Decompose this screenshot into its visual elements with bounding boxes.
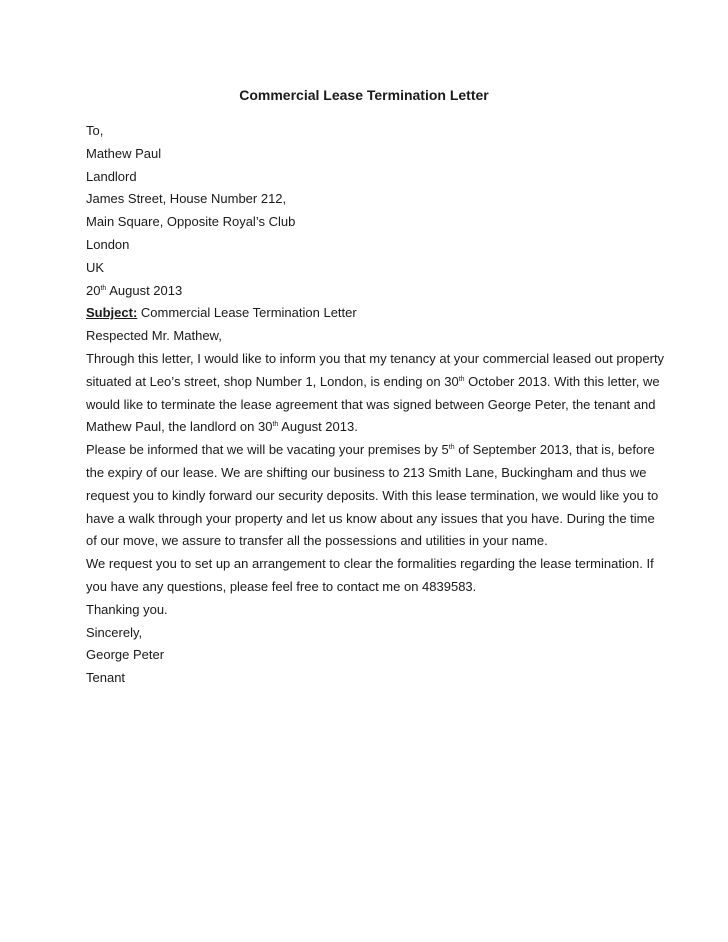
subject-line xyxy=(86,302,646,325)
address-to: To, xyxy=(86,123,104,138)
text-run: Please be informed that we will be vacating your premises by 5 xyxy=(86,442,449,458)
closing-thanks: Thanking you. xyxy=(86,601,168,617)
address-line-1: James Street, House Number 212, xyxy=(86,191,287,207)
date-rest: August 2013 xyxy=(106,282,183,298)
paragraph-line xyxy=(86,371,660,394)
ordinal-suffix: th xyxy=(458,375,465,383)
signer-name: George Peter xyxy=(86,647,165,663)
ordinal-suffix: th xyxy=(272,421,279,429)
paragraph-1 xyxy=(86,348,665,439)
text-run: August 2013. xyxy=(278,419,358,435)
paragraph-line: Through this letter, I would like to inform you that my tenancy at your commercial leased out property xyxy=(86,350,665,366)
paragraph-line xyxy=(86,416,646,439)
text-run: situated at Leo’s street, shop Number 1, London, is ending on 30 xyxy=(86,373,459,389)
closing-sincerely: Sincerely, xyxy=(86,624,143,640)
date-suffix: th xyxy=(100,284,107,292)
address-block xyxy=(86,120,646,280)
ordinal-suffix: th xyxy=(448,444,455,452)
signer-role: Tenant xyxy=(86,670,126,686)
recipient-name: Mathew Paul xyxy=(86,145,162,161)
paragraph-line: We request you to set up an arrangement to clear the formalities regarding the lease termination. If xyxy=(86,556,654,572)
paragraph-line: of our move, we assure to transfer all the possessions and utilities in your name. xyxy=(86,533,548,549)
address-city: London xyxy=(86,236,130,252)
text-run: October 2013. With this letter, we xyxy=(464,373,660,389)
paragraph-line: the expiry of our lease. We are shifting our business to 213 Smith Lane, Buckingham and thus we xyxy=(86,464,647,480)
subject-label: Subject: xyxy=(86,305,138,321)
paragraph-2 xyxy=(86,439,659,553)
paragraph-3 xyxy=(86,553,654,599)
address-country: UK xyxy=(86,259,105,275)
subject-text: Commercial Lease Termination Letter xyxy=(137,305,357,321)
text-run: Mathew Paul, the landlord on 30 xyxy=(86,419,273,435)
salutation: Respected Mr. Mathew, xyxy=(86,328,222,344)
text-run: of September 2013, that is, before xyxy=(454,442,655,458)
closing-block xyxy=(86,599,646,690)
paragraph-line: have a walk through your property and let us know about any issues that you have. During the time xyxy=(86,510,655,526)
letter-date xyxy=(86,280,646,303)
address-line-2: Main Square, Opposite Royal’s Club xyxy=(86,214,296,230)
letter-title: Commercial Lease Termination Letter xyxy=(239,87,489,103)
letter-body xyxy=(86,120,665,690)
paragraph-line: request you to kindly forward our security deposits. With this lease termination, we would like you to xyxy=(86,487,659,503)
paragraph-line: would like to terminate the lease agreement that was signed between George Peter, the tenant and xyxy=(86,396,656,412)
paragraph-line xyxy=(86,439,655,462)
recipient-role: Landlord xyxy=(86,168,137,184)
paragraph-line: you have any questions, please feel free to contact me on 4839583. xyxy=(86,578,477,594)
date-day: 20 xyxy=(86,282,101,298)
